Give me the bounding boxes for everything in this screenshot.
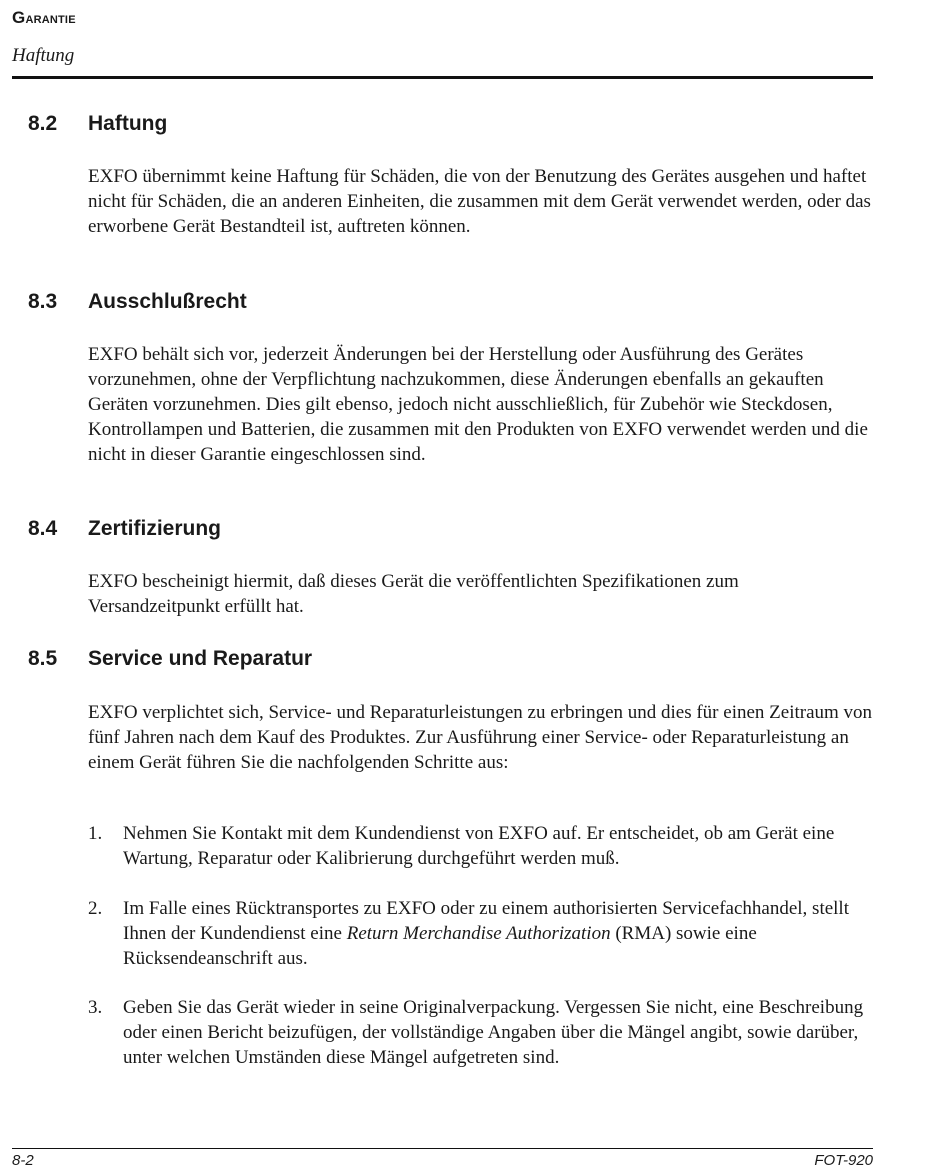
section-number: 8.5 [28,647,58,670]
footer-rule [12,1148,873,1149]
section-title: Ausschlußrecht [88,290,247,313]
page-number: 8-2 [12,1152,34,1169]
section-title: Zertifizierung [88,517,222,540]
section-paragraph: EXFO behält sich vor, jederzeit Änderungen bei der Herstellung oder Ausführung des Gerätes vorzunehmen, ohne der Verpflichtung nachzukommen, diese Änderungen ebenfalls an gekauften Geräten vorzunehmen. Dies gilt ebenso, jedoch nicht ausschließlich, für Zubehör wie Steckdosen, Kontrollampen und Batterien, die zusammen mit den Produkten von EXFO verwendet werden und die nicht in dieser Garantie eingeschlossen sind. [88,344,868,465]
step-text: Geben Sie das Gerät wieder in seine Originalverpackung. Vergessen Sie nicht, eine Beschreibung oder einen Bericht beizufügen, der vollständige Angaben über die Mängel angibt, sowie darüber, unter welchen Umständen diese Mängel aufgetreten sind. [123,997,864,1068]
section-number: 8.2 [28,112,58,135]
section-number: 8.3 [28,290,58,313]
section-title: Service und Reparatur [88,647,313,670]
running-header-section: Haftung [12,45,75,66]
section-paragraph: EXFO verplichtet sich, Service- und Reparaturleistungen zu erbringen und dies für einen Zeitraum von fünf Jahren nach dem Kauf des Produktes. Zur Ausführung einer Service- oder Reparaturleistung an einem Gerät führen Sie die nachfolgenden Schritte aus: [88,702,873,773]
step-number: 3. [88,997,103,1018]
section-paragraph: EXFO übernimmt keine Haftung für Schäden, die von der Benutzung des Gerätes ausgehen und haftet nicht für Schäden, die an anderen Einheiten, die zusammen mit dem Gerät verwendet werden, oder das erworbene Gerät Bestandteil ist, auftreten können. [88,166,871,237]
section-paragraph: EXFO bescheinigt hiermit, daß dieses Gerät die veröffentlichten Spezifikationen zum Versandzeitpunkt erfüllt hat. [88,571,739,617]
step-number: 1. [88,823,103,844]
header-rule [12,76,873,79]
product-name: FOT-920 [814,1152,873,1169]
step-text-part: (RMA) sowie eine Rücksendeanschrift aus. [123,923,757,969]
step-text-emphasis: Return Merchandise Authorization [346,923,611,944]
chapter-rest: arantie [25,10,76,27]
section-title: Haftung [88,112,168,135]
step-text-part: Im Falle eines Rücktransportes zu EXFO oder zu einem authorisierten Servicefachhandel, stellt Ihnen der Kundendienst eine [123,898,849,944]
step-text: Nehmen Sie Kontakt mit dem Kundendienst von EXFO auf. Er entscheidet, ob am Gerät eine Wartung, Reparatur oder Kalibrierung durchgeführt werden muß. [123,823,835,869]
running-header-chapter [12,8,76,28]
chapter-initial: G [12,8,26,27]
step-text [123,896,875,971]
section-number: 8.4 [28,517,58,540]
step-number: 2. [88,898,103,919]
